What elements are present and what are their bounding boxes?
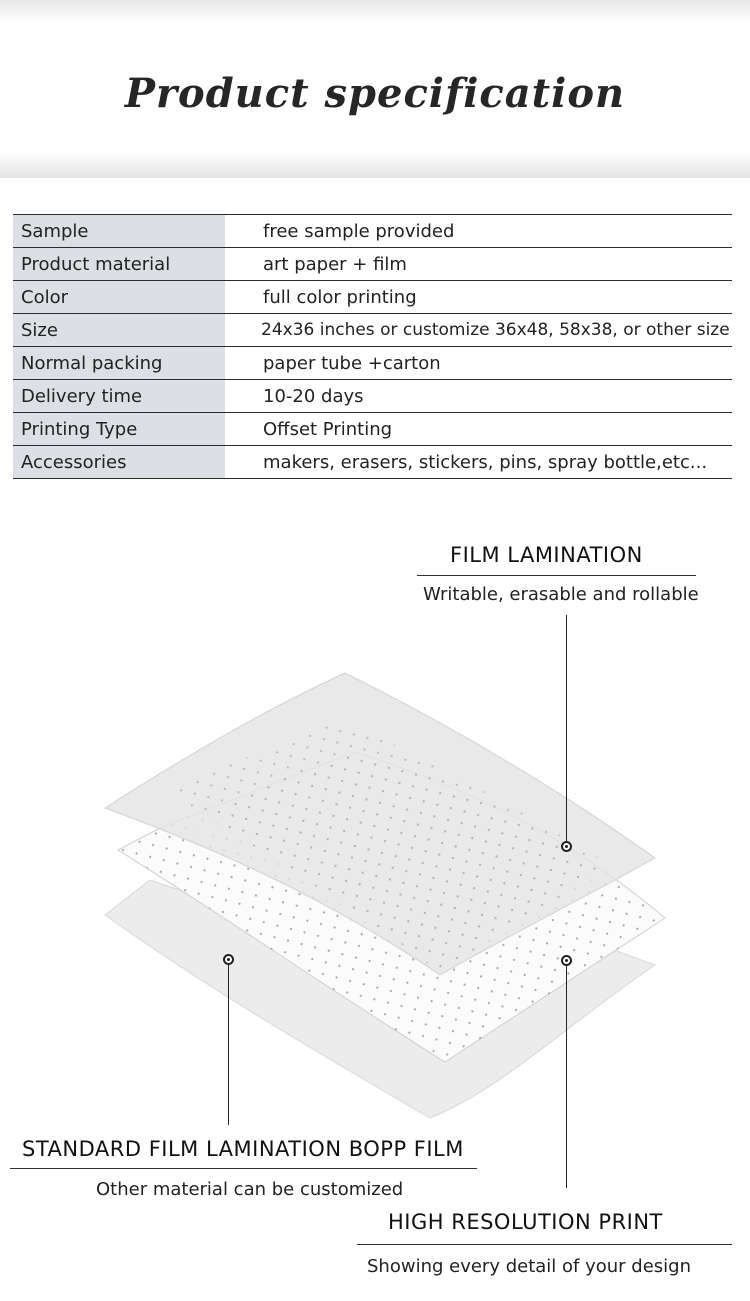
spec-value: Offset Printing [225, 413, 732, 446]
spec-key: Size [13, 314, 225, 347]
spec-key: Accessories [13, 446, 225, 479]
spec-key: Color [13, 281, 225, 314]
bopp-film-leader-line [228, 965, 229, 1125]
spec-key: Printing Type [13, 413, 225, 446]
film-lamination-marker [561, 841, 572, 852]
bopp-film-divider [10, 1168, 477, 1169]
page-title: Product specification [124, 70, 626, 117]
print-divider [357, 1244, 732, 1245]
spec-value: full color printing [225, 281, 732, 314]
print-title: HIGH RESOLUTION PRINT [388, 1210, 663, 1234]
spec-key: Product material [13, 248, 225, 281]
spec-value: paper tube +carton [225, 347, 732, 380]
spec-value: 10-20 days [225, 380, 732, 413]
print-caption: Showing every detail of your design [367, 1256, 691, 1277]
spec-value: makers, erasers, stickers, pins, spray bottle,etc... [225, 446, 732, 479]
film-lamination-leader-line [566, 615, 567, 843]
spec-key: Delivery time [13, 380, 225, 413]
spec-key: Sample [13, 215, 225, 248]
spec-value: art paper + film [225, 248, 732, 281]
spec-value: 24x36 inches or customize 36x48, 58x38, or other size [225, 314, 732, 347]
print-marker [561, 955, 572, 966]
spec-key: Normal packing [13, 347, 225, 380]
bopp-film-caption: Other material can be customized [96, 1179, 404, 1200]
print-leader-line [566, 966, 567, 1188]
film-lamination-caption: Writable, erasable and rollable [423, 584, 699, 605]
film-lamination-divider [417, 575, 696, 576]
film-lamination-title: FILM LAMINATION [450, 543, 643, 567]
spec-value: free sample provided [225, 215, 732, 248]
bopp-film-marker [223, 954, 234, 965]
bopp-film-title: STANDARD FILM LAMINATION BOPP FILM [22, 1137, 464, 1161]
